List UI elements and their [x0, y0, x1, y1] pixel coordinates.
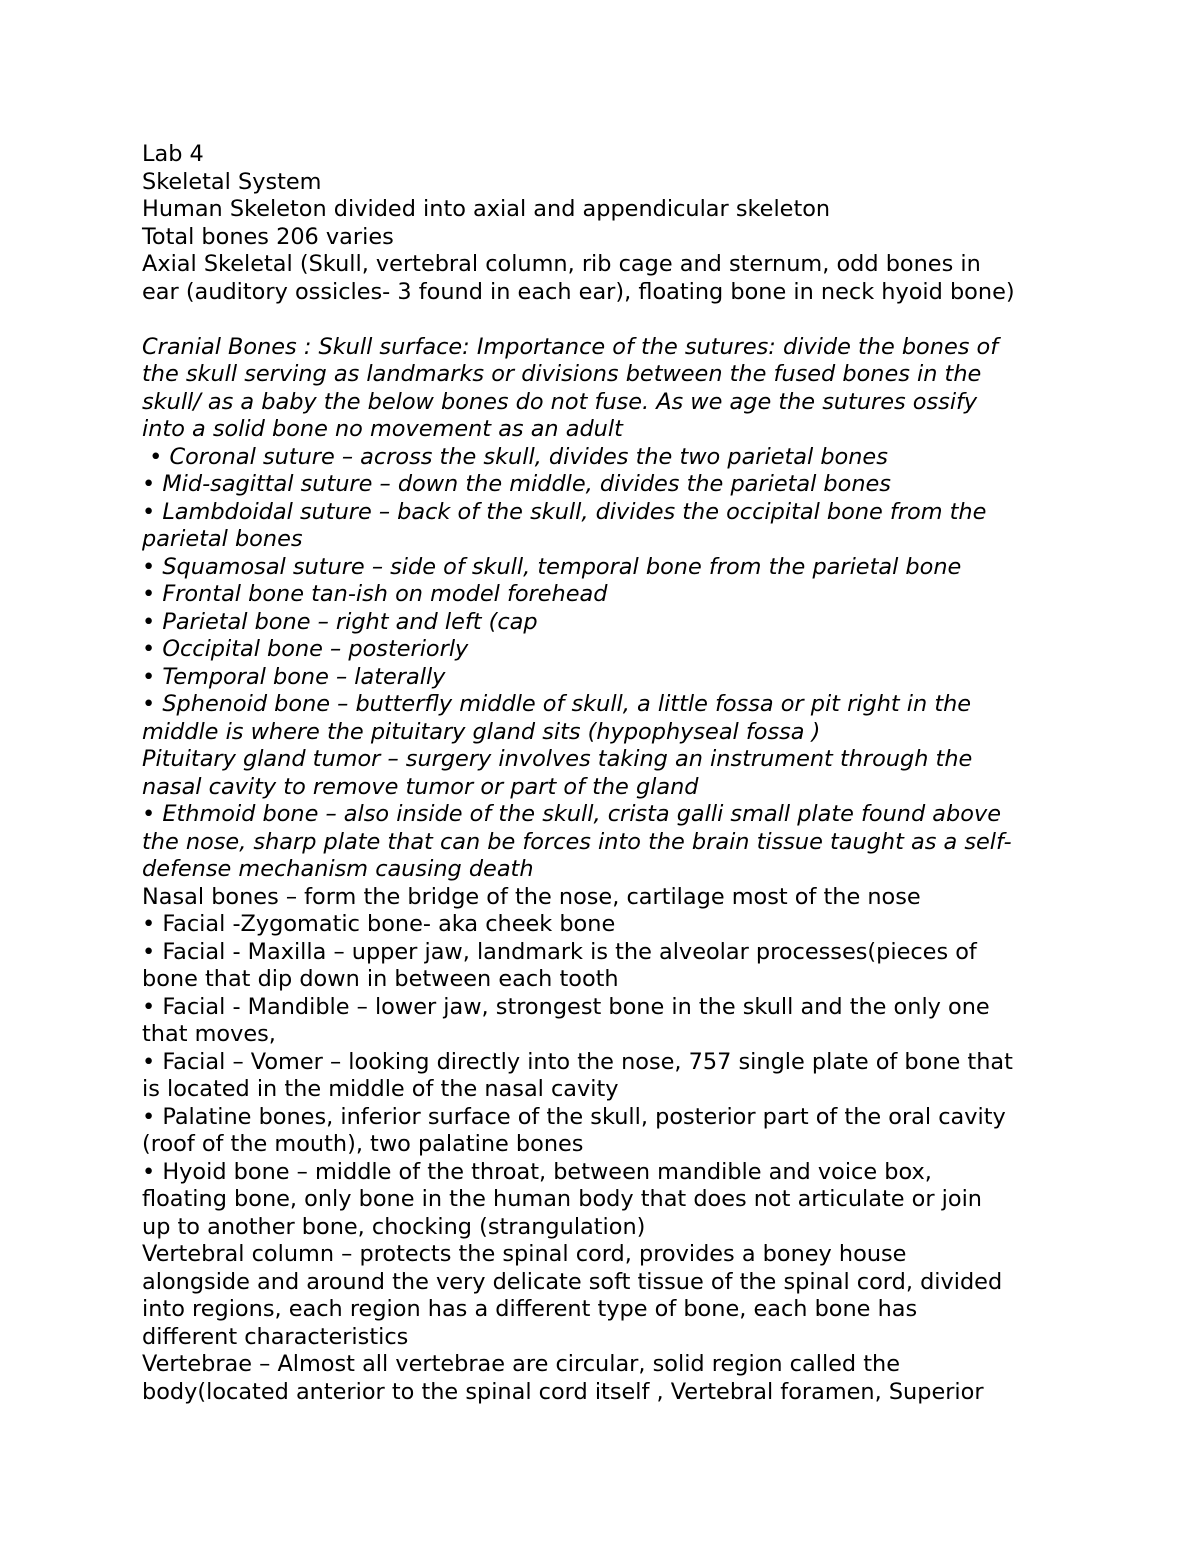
facial-bones-section — [142, 884, 1067, 1407]
list-item: • Squamosal suture – side of skull, temporal bone from the parietal bone — [142, 553, 962, 580]
text-line: is located in the middle of the nasal cavity — [142, 1076, 619, 1102]
list-item: • Frontal bone tan-ish on model forehead — [142, 581, 608, 607]
list-item: • Facial - Maxilla – upper jaw, landmark is the alveolar processes(pieces of — [142, 938, 977, 965]
text-line: different characteristics — [142, 1323, 409, 1350]
list-item: • Occipital bone – posteriorly — [142, 636, 469, 662]
list-item: • Facial -Zygomatic bone- aka cheek bone — [142, 911, 616, 937]
text-line: into regions, each region has a different type of bone, each bone has — [142, 1296, 918, 1322]
text-line: body(located anterior to the spinal cord itself , Vertebral foramen, Superior — [142, 1378, 984, 1405]
text-line: alongside and around the very delicate soft tissue of the spinal cord, divided — [142, 1268, 1003, 1295]
list-item: • Coronal suture – across the skull, divides the two parietal bones — [142, 443, 888, 470]
text-line: that moves, — [142, 1021, 276, 1047]
paragraph-spacer — [142, 306, 1067, 334]
section-heading: Cranial Bones : Skull surface: Importance of the sutures: divide the bones of — [142, 333, 999, 360]
text-line: Vertebral column – protects the spinal cord, provides a boney house — [142, 1241, 907, 1267]
text-line: middle is where the pituitary gland sits (hypophyseal fossa ) — [142, 718, 821, 745]
document-title: Lab 4 — [142, 141, 204, 167]
text-line: defense mechanism causing death — [142, 856, 534, 882]
list-item: • Hyoid bone – middle of the throat, between mandible and voice box, — [142, 1158, 932, 1185]
list-item: • Lambdoidal suture – back of the skull, divides the occipital bone from the — [142, 498, 987, 525]
text-line: up to another bone, chocking (strangulation) — [142, 1213, 646, 1240]
text-line: nasal cavity to remove tumor or part of the gland — [142, 773, 699, 800]
text-line: Axial Skeletal (Skull, vertebral column, rib cage and sternum, odd bones in — [142, 251, 981, 277]
text-line: parietal bones — [142, 526, 303, 552]
list-item: • Ethmoid bone – also inside of the skull, crista galli small plate found above — [142, 801, 1001, 827]
list-item: • Parietal bone – right and left (cap — [142, 608, 538, 635]
document-subtitle: Skeletal System — [142, 168, 322, 195]
document-page — [142, 141, 1067, 1406]
list-item: • Mid-sagittal suture – down the middle, divides the parietal bones — [142, 471, 891, 497]
text-line: Nasal bones – form the bridge of the nose, cartilage most of the nose — [142, 883, 921, 910]
list-item: • Facial - Mandible – lower jaw, strongest bone in the skull and the only one — [142, 993, 990, 1020]
text-line: Human Skeleton divided into axial and appendicular skeleton — [142, 196, 831, 222]
text-line: skull/ as a baby the below bones do not fuse. As we age the sutures ossify — [142, 388, 978, 415]
text-line: the nose, sharp plate that can be forces into the brain tissue taught as a self- — [142, 828, 1012, 855]
text-line: Pituitary gland tumor – surgery involves taking an instrument through the — [142, 746, 973, 772]
text-line: Total bones 206 varies — [142, 223, 394, 250]
intro-section — [142, 141, 1067, 306]
text-line: (roof of the mouth), two palatine bones — [142, 1131, 584, 1157]
list-item: • Palatine bones, inferior surface of the skull, posterior part of the oral cavity — [142, 1103, 1006, 1130]
text-line: floating bone, only bone in the human body that does not articulate or join — [142, 1186, 982, 1212]
list-item: • Temporal bone – laterally — [142, 663, 446, 690]
text-line: into a solid bone no movement as an adult — [142, 416, 623, 442]
cranial-bones-section — [142, 334, 1067, 884]
text-line: ear (auditory ossicles- 3 found in each ear), floating bone in neck hyoid bone) — [142, 278, 1015, 305]
text-line: Vertebrae – Almost all vertebrae are circular, solid region called the — [142, 1351, 901, 1377]
list-item: • Sphenoid bone – butterfly middle of skull, a little fossa or pit right in the — [142, 691, 972, 717]
text-line: the skull serving as landmarks or divisions between the fused bones in the — [142, 361, 982, 387]
text-line: bone that dip down in between each tooth — [142, 966, 619, 992]
list-item: • Facial – Vomer – looking directly into the nose, 757 single plate of bone that — [142, 1048, 1013, 1075]
